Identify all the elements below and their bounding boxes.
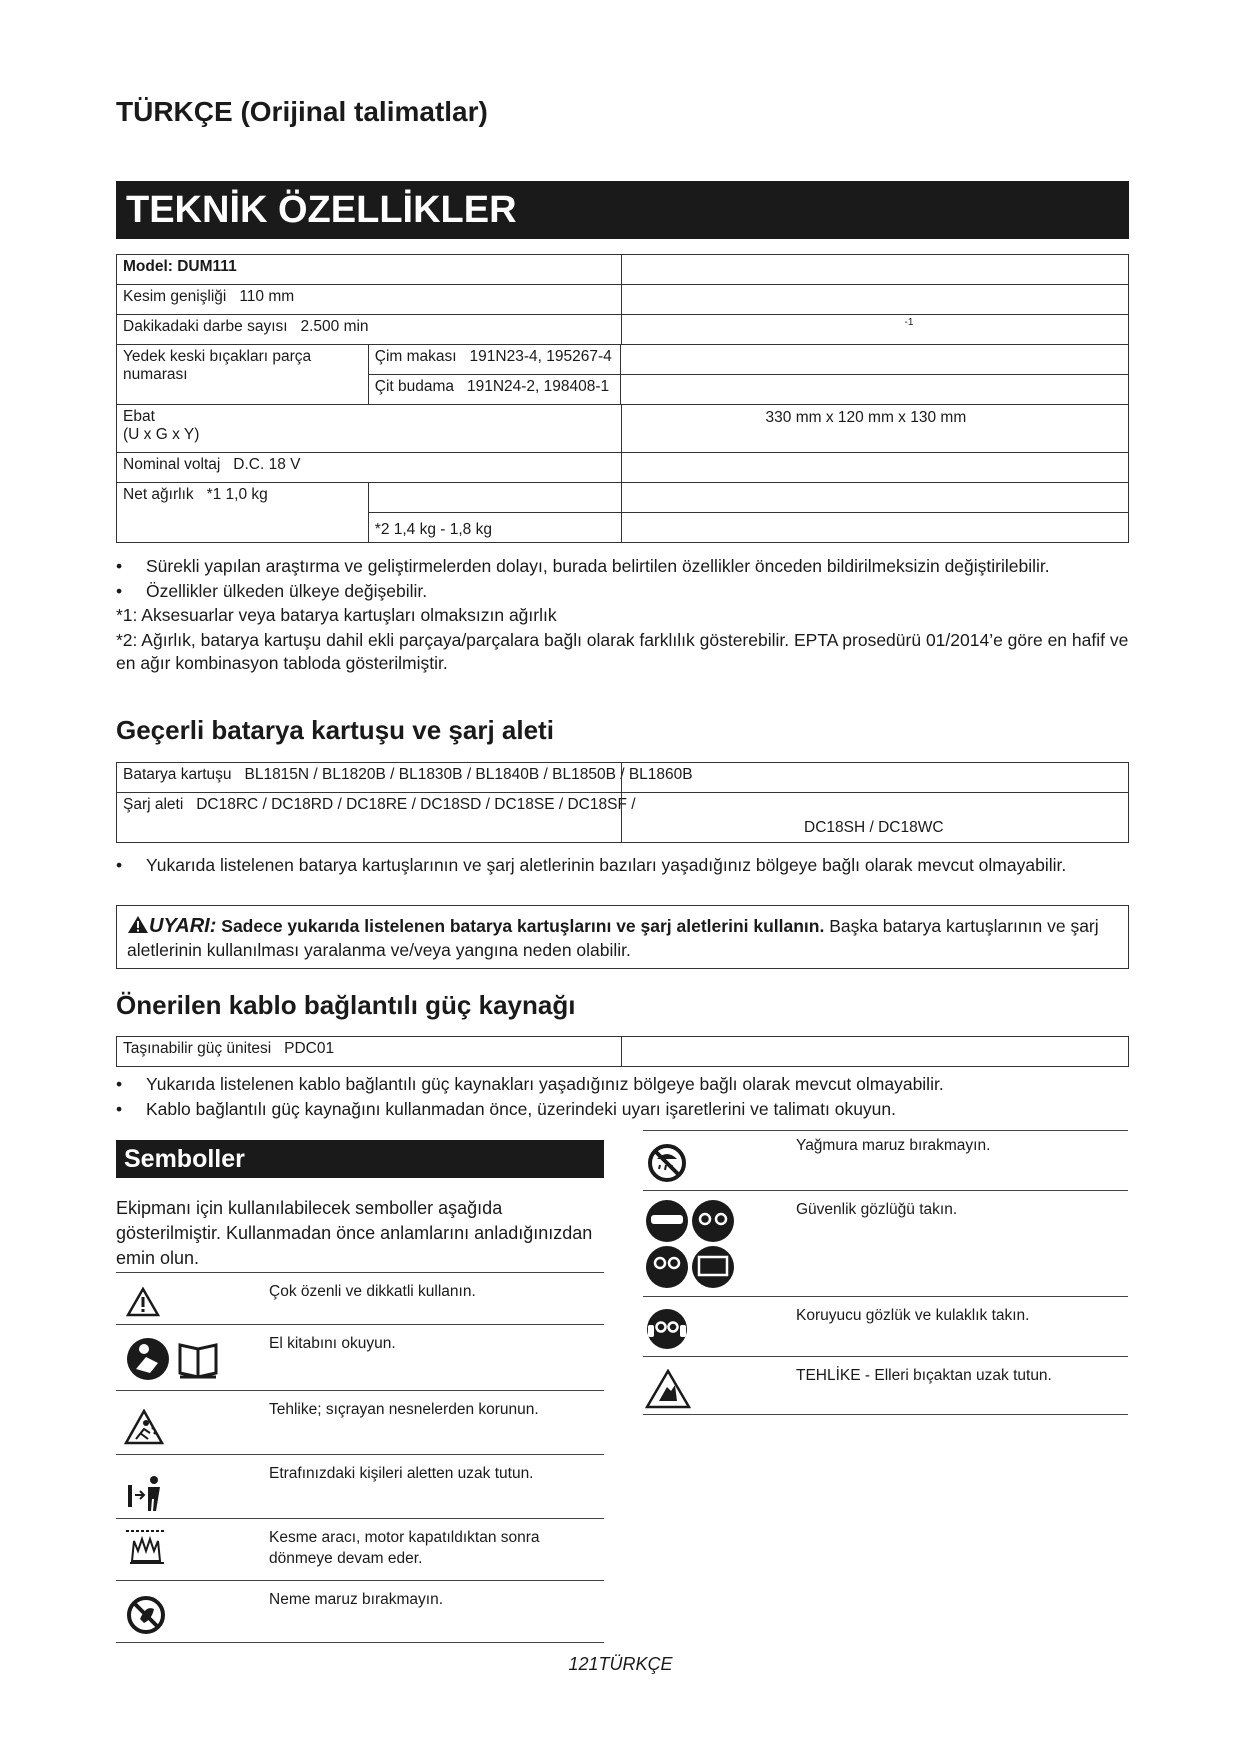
symbol-row	[116, 1455, 604, 1519]
table-row	[117, 255, 1129, 285]
cut-width-value: 110 mm	[239, 288, 295, 305]
power-table	[116, 1036, 1129, 1067]
symbol-row	[116, 1519, 604, 1581]
footnote-2: *2: Ağırlık, batarya kartuşu dahil ekli parçaya/parçalara bağlı olarak farklılık gösterebilir. EPTA prosedürü 01/2014’e göre en hafif ve en ağır kombinasyon tabloda gösterilmiştir.	[116, 630, 1129, 673]
symbol-text: Etrafınızdaki kişileri aletten uzak tutun.	[269, 1465, 534, 1482]
model-cell: Model: DUM111	[117, 255, 622, 285]
symbol-text: Neme maruz bırakmayın.	[269, 1591, 443, 1608]
symbol-row	[643, 1357, 1128, 1415]
symbol-row	[643, 1131, 1128, 1191]
charger-value-2: DC18SH / DC18WC	[804, 819, 944, 836]
battery-heading: Geçerli batarya kartuşu ve şarj aleti	[116, 715, 554, 745]
symbol-row	[116, 1273, 604, 1325]
table-row	[117, 483, 1129, 513]
cartridge-value: BL1815N / BL1820B / BL1830B / BL1840B / BL1850B / BL1860B	[244, 766, 693, 783]
symbol-text: Yağmura maruz bırakmayın.	[796, 1137, 991, 1154]
safety-glasses-icon	[645, 1199, 737, 1291]
power-unit-value: PDC01	[284, 1040, 335, 1057]
specs-table	[116, 254, 1129, 543]
keep-bystanders-away-icon	[126, 1473, 166, 1513]
symbol-row	[116, 1581, 604, 1643]
dimensions-label: Ebat	[123, 408, 155, 425]
list-item: • Kablo bağlantılı güç kaynağını kullanmadan önce, üzerindeki uyarı işaretlerini ve talimatı okuyun.	[116, 1099, 897, 1119]
table-row	[117, 315, 1129, 345]
table-row	[117, 793, 1129, 843]
blade-grass-value: 191N23-4, 195267-4	[469, 348, 612, 365]
symbol-row	[643, 1297, 1128, 1357]
blade-hedge-label: Çit budama	[374, 378, 455, 395]
symbol-text: Tehlike; sıçrayan nesnelerden korunun.	[269, 1401, 539, 1418]
weight-value-1: *1 1,0 kg	[206, 486, 268, 503]
charger-value-1: DC18RC / DC18RD / DC18RE / DC18SD / DC18SE / DC18SF /	[196, 796, 636, 813]
charger-label: Şarj aleti	[123, 796, 184, 813]
warning-title: UYARI:	[149, 915, 217, 937]
footnote-1: *1: Aksesuarlar veya batarya kartuşları olmaksızın ağırlık	[116, 605, 557, 625]
hands-away-blade-icon	[645, 1369, 691, 1409]
warning-triangle-icon	[127, 915, 149, 934]
list-item: • Yukarıda listelenen kablo bağlantılı güç kaynakları yaşadığınız bölgeye bağlı olarak mevcut olmayabilir.	[116, 1074, 944, 1094]
symbol-text: Kesme aracı, motor kapatıldıktan sonra dönmeye devam eder.	[269, 1529, 540, 1567]
table-row	[117, 405, 1129, 453]
dimensions-value: 330 mm x 120 mm x 130 mm	[765, 409, 967, 426]
power-notes	[116, 1072, 1156, 1122]
symbols-banner: Semboller	[116, 1140, 604, 1178]
warning-bold-text: Sadece yukarıda listelenen batarya kartuşlarını ve şarj aletlerini kullanın.	[221, 916, 825, 936]
cartridge-label: Batarya kartuşu	[123, 766, 232, 783]
read-manual-icon	[124, 1335, 224, 1383]
table-row	[117, 1037, 1129, 1067]
blades-label: Yedek keski bıçakları parça numarası	[117, 345, 369, 405]
symbol-text: Koruyucu gözlük ve kulaklık takın.	[796, 1307, 1030, 1324]
weight-value-2: *2 1,4 kg - 1,8 kg	[368, 513, 621, 543]
dimensions-sub: (U x G x Y)	[123, 426, 200, 443]
page-footer: 121TÜRKÇE	[568, 1654, 673, 1674]
list-item: • Sürekli yapılan araştırma ve geliştirmelerden dolayı, burada belirtilen özellikler önceden bildirilmeksizin değiştirilebilir.	[116, 556, 1050, 576]
goggles-earmuffs-icon	[645, 1307, 689, 1351]
weight-label: Net ağırlık	[123, 486, 194, 503]
battery-notes	[116, 853, 1129, 878]
battery-table	[116, 762, 1129, 843]
symbol-text: Çok özenli ve dikkatli kullanın.	[269, 1283, 476, 1300]
voltage-label: Nominal voltaj	[123, 456, 221, 473]
table-row	[117, 763, 1129, 793]
symbol-row	[116, 1391, 604, 1455]
symbol-text: Güvenlik gözlüğü takın.	[796, 1201, 958, 1218]
power-heading: Önerilen kablo bağlantılı güç kaynağı	[116, 990, 576, 1020]
specs-notes	[116, 554, 1136, 675]
blade-grass-label: Çim makası	[374, 348, 457, 365]
blade-hedge-value: 191N24-2, 198408-1	[466, 378, 610, 395]
symbol-text: TEHLİKE - Elleri bıçaktan uzak tutun.	[796, 1367, 1052, 1384]
flying-objects-icon	[124, 1409, 164, 1445]
list-item: • Özellikler ülkeden ülkeye değişebilir.	[116, 581, 428, 601]
symbol-text: El kitabını okuyun.	[269, 1335, 396, 1352]
list-item: • Yukarıda listelenen batarya kartuşlarının ve şarj aletlerinin bazıları yaşadığınız bölgeye bağlı olarak mevcut olmayabilir.	[116, 855, 1067, 875]
warning-triangle-icon	[126, 1287, 160, 1317]
language-title: TÜRKÇE (Orijinal talimatlar)	[116, 96, 488, 127]
warning-box	[116, 905, 1129, 969]
symbols-intro: Ekipmanı için kullanılabilecek semboller aşağıda gösterilmiştir. Kullanmadan önce anlamlarını anladığınızdan emin olun.	[116, 1198, 593, 1268]
no-rain-icon	[647, 1143, 687, 1183]
voltage-value: D.C. 18 V	[233, 456, 301, 473]
table-row	[117, 345, 1129, 375]
table-row	[117, 453, 1129, 483]
strokes-label: Dakikadaki darbe sayısı	[123, 318, 288, 335]
symbol-row	[116, 1325, 604, 1391]
strokes-unit-superscript: -1	[904, 317, 914, 328]
cut-width-label: Kesim genişliği	[123, 288, 227, 305]
symbol-row	[643, 1191, 1128, 1297]
table-row	[117, 285, 1129, 315]
specs-banner: TEKNİK ÖZELLİKLER	[116, 181, 1129, 239]
no-moisture-icon	[126, 1595, 166, 1635]
power-unit-label: Taşınabilir güç ünitesi	[123, 1040, 272, 1057]
warning-text: Başka batarya kartuşlarının ve şarj aletlerinin kullanılması yaralanma ve/veya yangına neden olabilir.	[127, 916, 1099, 960]
strokes-value: 2.500 min	[300, 318, 369, 335]
blade-coasting-icon	[124, 1527, 170, 1567]
